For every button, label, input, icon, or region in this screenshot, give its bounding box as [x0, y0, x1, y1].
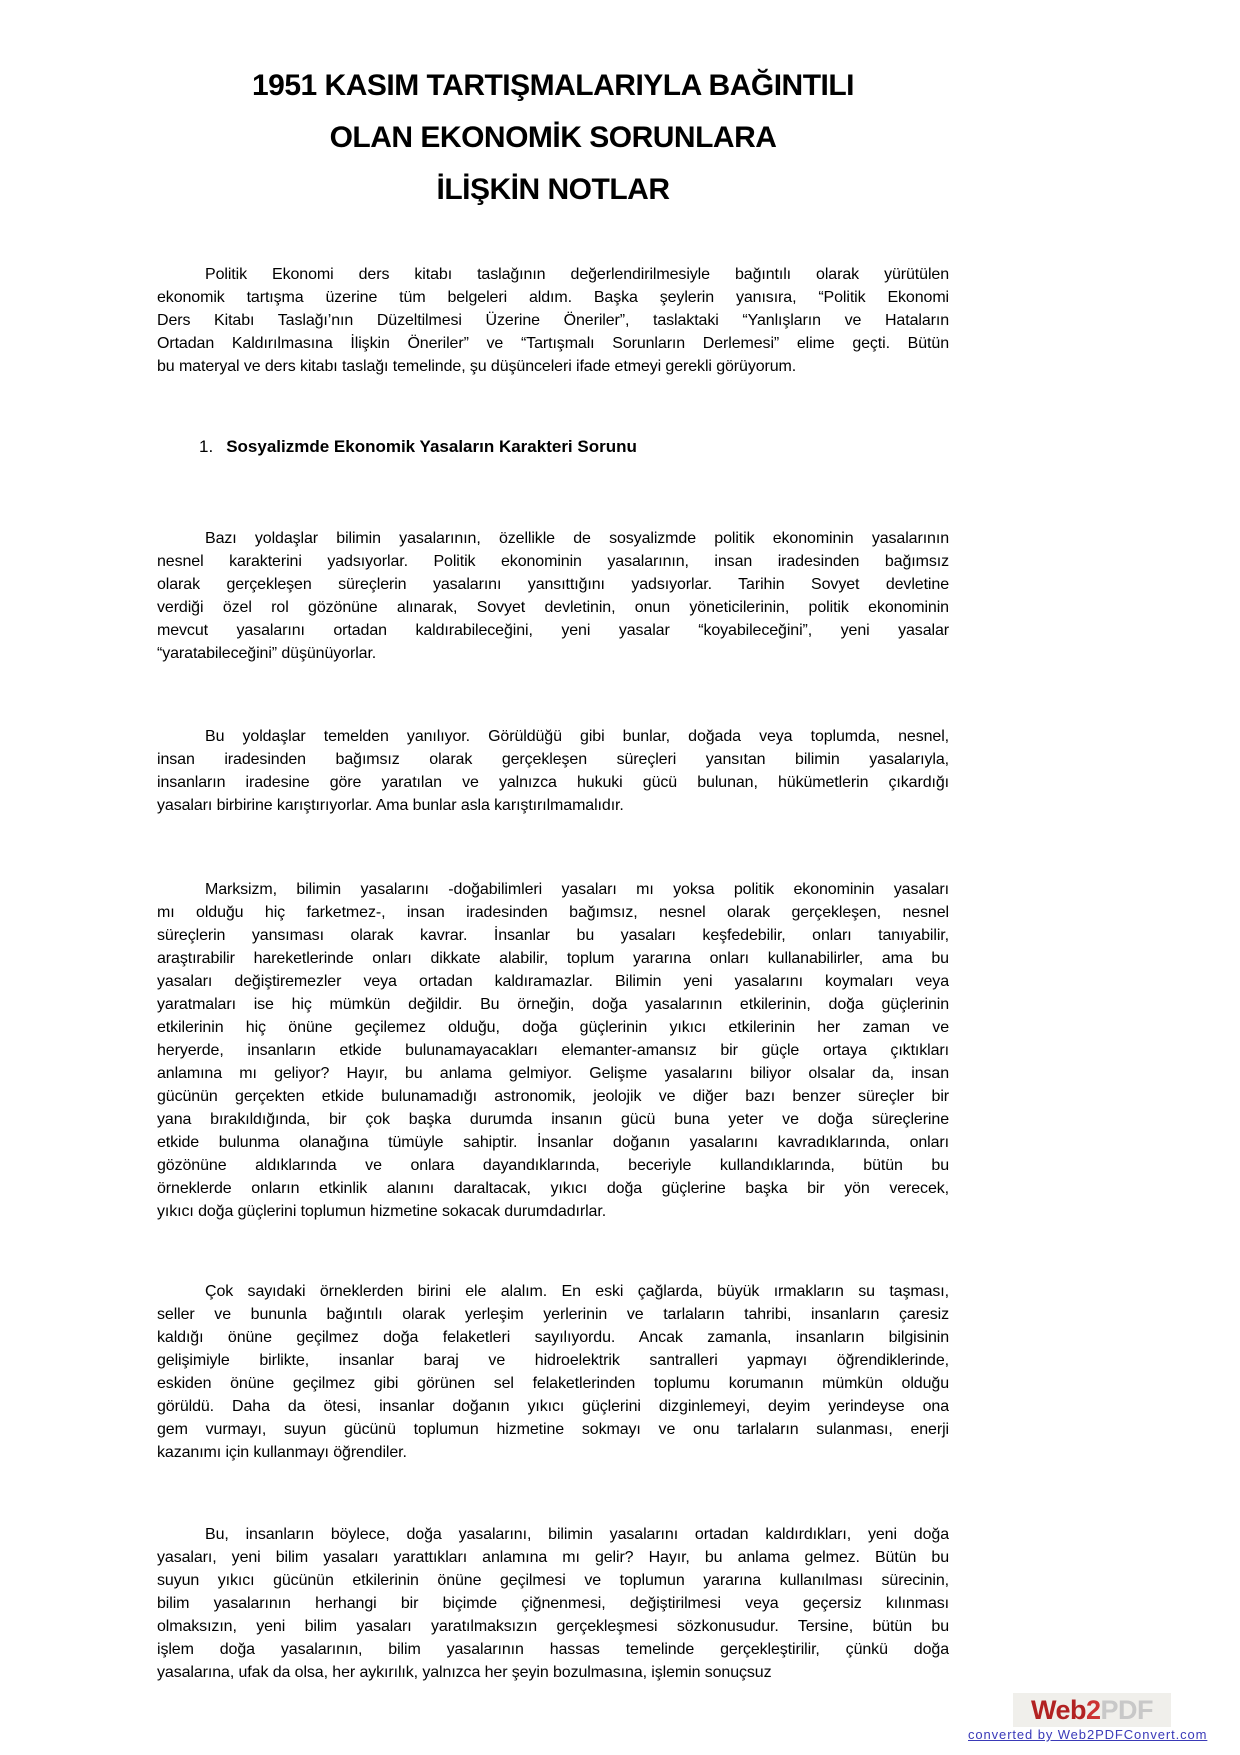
text-line: eskiden önüne geçilmez gibi görünen sel felaketlerinden toplumu korumanın mümkün olduğu [157, 1375, 949, 1392]
web2pdf-convert-link[interactable]: converted by Web2PDFConvert.com [968, 1727, 1208, 1742]
text-line: “yaratabileceğini” düşünüyorlar. [157, 645, 377, 662]
paragraph-1 [157, 263, 949, 378]
text-line: bu materyal ve ders kitabı taslağı temelinde, şu düşünceleri ifade etmeyi gerekli görüyorum. [157, 358, 797, 375]
text-line: Ders Kitabı Taslağı’nın Düzeltilmesi Üzerine Öneriler”, taslaktaki “Yanlışların ve Hataların [157, 312, 949, 329]
text-line: olmaksızın, yeni bilim yasaları yaratılmaksızın gerçekleşmesi sözkonusudur. Tersine, bütün bu [157, 1618, 949, 1635]
text-line: yana bırakıldığında, bir çok başka durumda insanın gücü buna yeter ve doğa süreçlerine [157, 1111, 949, 1128]
text-line: görüldü. Daha da ötesi, insanlar doğanın yıkıcı güçlerini dizginlemeyi, deyim yerindeyse ona [157, 1398, 949, 1415]
text-line: mı olduğu hiç farketmez-, insan iradesinden bağımsız, nesnel olarak gerçekleşen, nesnel [157, 904, 949, 921]
text-line: yasalarına, ufak da olsa, her aykırılık, yalnızca her şeyin bozulmasına, işlemin sonuçsuz [157, 1664, 772, 1681]
section-heading-text: Sosyalizmde Ekonomik Yasaların Karakteri Sorunu [226, 437, 637, 456]
title-line: OLAN EKONOMİK SORUNLARA [329, 121, 777, 154]
text-line: yasaları birbirine karıştırıyorlar. Ama bunlar asla karıştırılmamalıdır. [157, 797, 624, 814]
text-line: yasaları, yeni bilim yasaları yarattıkları anlamına mı gelir? Hayır, bu anlama gelmez. Bütün bu [157, 1549, 949, 1566]
text-line: örneklerde onların etkinlik alanını daraltacak, yıkıcı doğa güçlerine başka bir yön verecek, [157, 1180, 949, 1197]
text-line: gözönüne aldıklarında ve onlara dayandıklarında, beceriyle kullandıklarında, bütün bu [157, 1157, 949, 1174]
title-line: 1951 KASIM TARTIŞMALARIYLA BAĞINTILI [251, 69, 855, 102]
web2pdf-logo[interactable] [1013, 1693, 1171, 1727]
paragraph-4 [157, 878, 949, 1223]
section-heading [157, 435, 949, 458]
text-line: mevcut yasalarını ortadan kaldırabileceğini, yeni yasalar “koyabileceğini”, yeni yasalar [157, 622, 949, 639]
text-line: etkilerinin hiç önüne geçilemez olduğu, doğa güçlerinin yıkıcı etkilerinin her zaman ve [157, 1019, 949, 1036]
document-title [157, 60, 949, 216]
section-number: 1. [199, 437, 214, 456]
text-line: Marksizm, bilimin yasalarını -doğabilimleri yasaları mı yoksa politik ekonominin yasaları [205, 881, 949, 898]
text-line: nesnel karakterini yadsıyorlar. Politik ekonominin yasalarının, insan iradesinden bağımsız [157, 553, 949, 570]
text-line: yıkıcı doğa güçlerini toplumun hizmetine sokacak durumdadırlar. [157, 1203, 607, 1220]
text-line: yasaları değiştiremezler veya ortadan kaldıramazlar. Bilimin yeni yasalarını koymaları veya [157, 973, 949, 990]
text-line: Politik Ekonomi ders kitabı taslağının değerlendirilmesiyle bağıntılı olarak yürütülen [205, 266, 949, 283]
text-line: suyun yıkıcı gücünün etkilerinin önüne geçilmesi ve toplumun yararına kullanılması sürecinin, [157, 1572, 949, 1589]
paragraph-2 [157, 527, 949, 665]
text-line: Bu, insanların böylece, doğa yasalarını, bilimin yasalarını ortadan kaldırdıkları, yeni doğa [205, 1526, 949, 1543]
text-line: araştırabilir hareketlerinde onları dikkate alabilir, toplum yararına onları kullanabilirler, ama bu [157, 950, 949, 967]
text-line: olarak gerçekleşen süreçlerin yasalarını yansıttığını yadsıyorlar. Tarihin Sovyet devletine [157, 576, 949, 593]
logo-text-web: Web [1030, 1695, 1086, 1725]
text-line: işlem doğa yasalarının, bilim yasalarının hassas temelinde gerçekleştirilir, çünkü doğa [157, 1641, 949, 1658]
paragraph-5 [157, 1280, 949, 1464]
text-line: Bazı yoldaşlar bilimin yasalarının, özellikle de sosyalizmde politik ekonominin yasalarının [205, 530, 949, 547]
text-line: insanların iradesine göre yaratılan ve yalnızca hukuki gücü bulunan, hükümetlerin çıkardığı [157, 774, 949, 791]
text-line: seller ve bununla bağıntılı olarak yerleşim yerlerinin ve tarlaların tahribi, insanların çaresiz [157, 1306, 949, 1323]
text-line: gelişimiyle birlikte, insanlar baraj ve hidroelektrik santralleri yapmayı öğrendiklerinde, [157, 1352, 949, 1369]
logo-text-two: 2 [1085, 1695, 1101, 1725]
logo-text-pdf: PDF [1100, 1695, 1154, 1725]
paragraph-6 [157, 1523, 949, 1684]
text-line: kazanımı için kullanmayı öğrendiler. [157, 1444, 407, 1461]
text-line: Çok sayıdaki örneklerden birini ele alalım. En eski çağlarda, büyük ırmakların su taşması, [205, 1283, 949, 1300]
text-line: kaldığı önüne geçilmez doğa felaketleri sayılıyordu. Ancak zamanla, insanların bilgisinin [157, 1329, 949, 1346]
text-line: Bu yoldaşlar temelden yanılıyor. Görüldüğü gibi bunlar, doğada veya toplumda, nesnel, [205, 728, 949, 745]
text-line: heryerde, insanların etkide bulunamayacakları elemanter-amansız bir güçle ortaya çıktıkları [157, 1042, 949, 1059]
title-line: İLİŞKİN NOTLAR [436, 173, 670, 206]
text-line: verdiği özel rol gözönüne alınarak, Sovyet devletinin, onun yöneticilerinin, politik ekonominin [157, 599, 949, 616]
text-line: yaratmaları ise hiç mümkün değildir. Bu örneğin, doğa yasalarının etkilerinin, doğa güçlerinin [157, 996, 949, 1013]
text-line: insan iradesinden bağımsız olarak gerçekleşen süreçleri yansıtan bilimin yasalarıyla, [157, 751, 949, 768]
text-line: etkide bulunma olanağına tümüyle sahiptir. İnsanlar doğanın yasalarını kavradıklarında, onları [157, 1134, 949, 1151]
text-line: Ortadan Kaldırılmasına İlişkin Öneriler” ve “Tartışmalı Sorunların Derlemesi” elime geçti. Bütün [157, 335, 949, 352]
text-line: bilim yasalarının herhangi bir biçimde çiğnenmesi, değiştirilmesi veya geçersiz kılınması [157, 1595, 949, 1612]
paragraph-3 [157, 725, 949, 817]
text-line: gem vurmayı, suyun gücünü toplumun hizmetine sokmayı ve onu tarlaların sulanması, enerji [157, 1421, 949, 1438]
text-line: anlamına mı geliyor? Hayır, bu anlama gelmiyor. Gelişme yasalarını biliyor olsalar da, insan [157, 1065, 949, 1082]
text-line: ekonomik tartışma üzerine tüm belgeleri aldım. Başka şeylerin yanısıra, “Politik Ekonomi [157, 289, 949, 306]
text-line: süreçlerin yansıması olarak kavrar. İnsanlar bu yasaları keşfedebilir, onları tanıyabilir, [157, 927, 949, 944]
text-line: gücünün gerçekten etkide bulunamadığı astronomik, jeolojik ve diğer bazı benzer süreçler bir [157, 1088, 949, 1105]
